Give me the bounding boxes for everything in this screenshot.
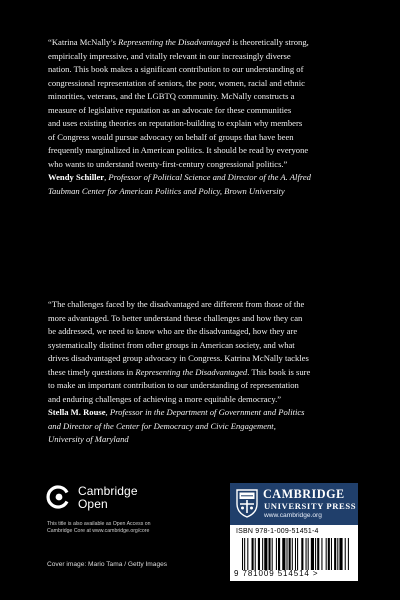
barcode-bar [255,538,256,570]
barcode-bar [315,538,316,570]
barcode-bar [282,538,285,570]
quote-line: and uses existing theories on reputation-building to explain why members [48,118,303,129]
press-url: www.cambridge.org [264,512,322,519]
endorser-role: University of Maryland [48,434,129,445]
attribution-line [48,406,360,420]
endorser-name: Wendy Schiller [48,172,105,183]
quote-line: be addressed, we need to know who are the disadvantaged, how they are [48,326,298,337]
endorsement-quote-1 [48,36,360,199]
barcode-bar [348,538,349,570]
barcode-bar [337,538,338,570]
cambridge-open-wordmark [78,485,138,511]
barcode-bar [345,538,346,570]
endorser-attribution [48,171,360,198]
quote-line: measure of legislative reputation as an advocate for these communities [48,104,292,115]
endorser-attribution [48,406,360,447]
barcode-bar [247,538,248,570]
quote-line [48,36,360,50]
endorser-role: , Professor in the Department of Government and Politics [105,407,305,418]
wordmark-line: Cambridge [78,484,138,498]
barcode-bar [306,538,307,570]
barcode-bar [334,538,336,570]
attribution-line [48,171,360,185]
barcode-bar [339,538,342,570]
barcode-bar [276,538,277,570]
book-title: Representing the Disadvantaged [135,366,248,377]
press-name: CAMBRIDGE [263,487,345,501]
barcode-bar [268,538,270,570]
barcode-bar [264,538,267,570]
quote-text: these timely questions in [48,366,136,377]
quote-line: drives disadvantaged group advocacy in Congress. Katrina McNally tackles [48,353,309,364]
wordmark-line: Open [78,497,108,511]
quote-line: minorities, veterans, and the LGBTQ community. McNally constructs a [48,91,295,102]
quote-line: “The challenges faced by the disadvantaged are different from those of the [48,299,305,309]
isbn-barcode-panel [230,525,358,581]
quote-text: . This book is sure [247,366,311,377]
quote-line: more advantaged. To better understand these challenges and how they can [48,312,303,323]
barcode-bar [295,538,296,570]
barcode-bar [292,538,293,570]
quote-line: and enduring challenges of achieving a more equitable democracy.” [48,393,282,404]
barcode-bar [328,538,330,570]
barcode-bar [308,538,309,570]
barcode-bar [311,538,314,570]
barcode-bar [242,538,243,570]
endorser-role: Taubman Center for American Politics and Policy, Brown University [48,186,285,197]
quote-text: is theoretically strong, [230,37,309,47]
barcode-bar [262,538,263,570]
ean-barcode [242,538,350,570]
quote-line: who wants to understand twenty-first-century congressional politics.” [48,158,288,169]
barcode-bar [317,538,319,570]
note-line: This title is also available as Open Access on [47,521,151,527]
barcode-bar [286,538,287,570]
endorsement-quote-2 [48,298,360,447]
quote-text: “Katrina McNally’s [48,37,119,47]
barcode-bar [331,538,332,570]
barcode-bar [272,538,273,570]
quote-line: frequently marginalized in American politics. It should be read by everyone [48,145,309,156]
endorser-name: Stella M. Rouse [48,407,106,418]
isbn-text: ISBN 978-1-009-51451-4 [236,528,319,535]
barcode-bar [252,538,254,570]
cambridge-university-press-logo [230,483,358,525]
barcode-bar [289,538,291,570]
barcode-digits: 9 781009 514514 > [234,569,319,578]
open-access-icon [46,484,72,510]
quote-line: to make an important contribution to our understanding of representation [48,380,299,391]
barcode-bar [321,538,322,570]
cambridge-open-logo [46,484,156,514]
cambridge-crest-icon [235,488,259,518]
quote-line: empirically impressive, and vitally relevant in our increasingly diverse [48,50,291,61]
press-subtitle: UNIVERSITY PRESS [264,501,357,511]
note-line: Cambridge Core at www.cambridge.org/core [47,528,150,535]
barcode-bar [278,538,280,570]
quote-line: congressional representation of seniors, the poor, women, racial and ethnic [48,77,305,88]
open-access-note [47,521,217,536]
barcode-bar [301,538,303,570]
barcode-bar [297,538,298,570]
quote-line: nation. This book makes a significant contribution to our understanding of [48,64,304,75]
quote-line [48,366,360,380]
barcode-bar [258,538,260,570]
endorser-role: , Professor of Political Science and Director of the A. Alfred [104,172,311,183]
book-title: Representing the Disadvantaged [118,37,231,47]
barcode-bar [244,538,245,570]
barcode-bar [326,538,327,570]
quote-line: of Congress would pursue advocacy on behalf of groups that have been [48,131,294,142]
cover-image-credit: Cover image: Mario Tama / Getty Images [47,561,168,568]
quote-line: systematically distinct from other groups in American society, and what [48,339,295,350]
endorser-role: and Director of the Center for Democracy and Civic Engagement, [48,420,276,431]
